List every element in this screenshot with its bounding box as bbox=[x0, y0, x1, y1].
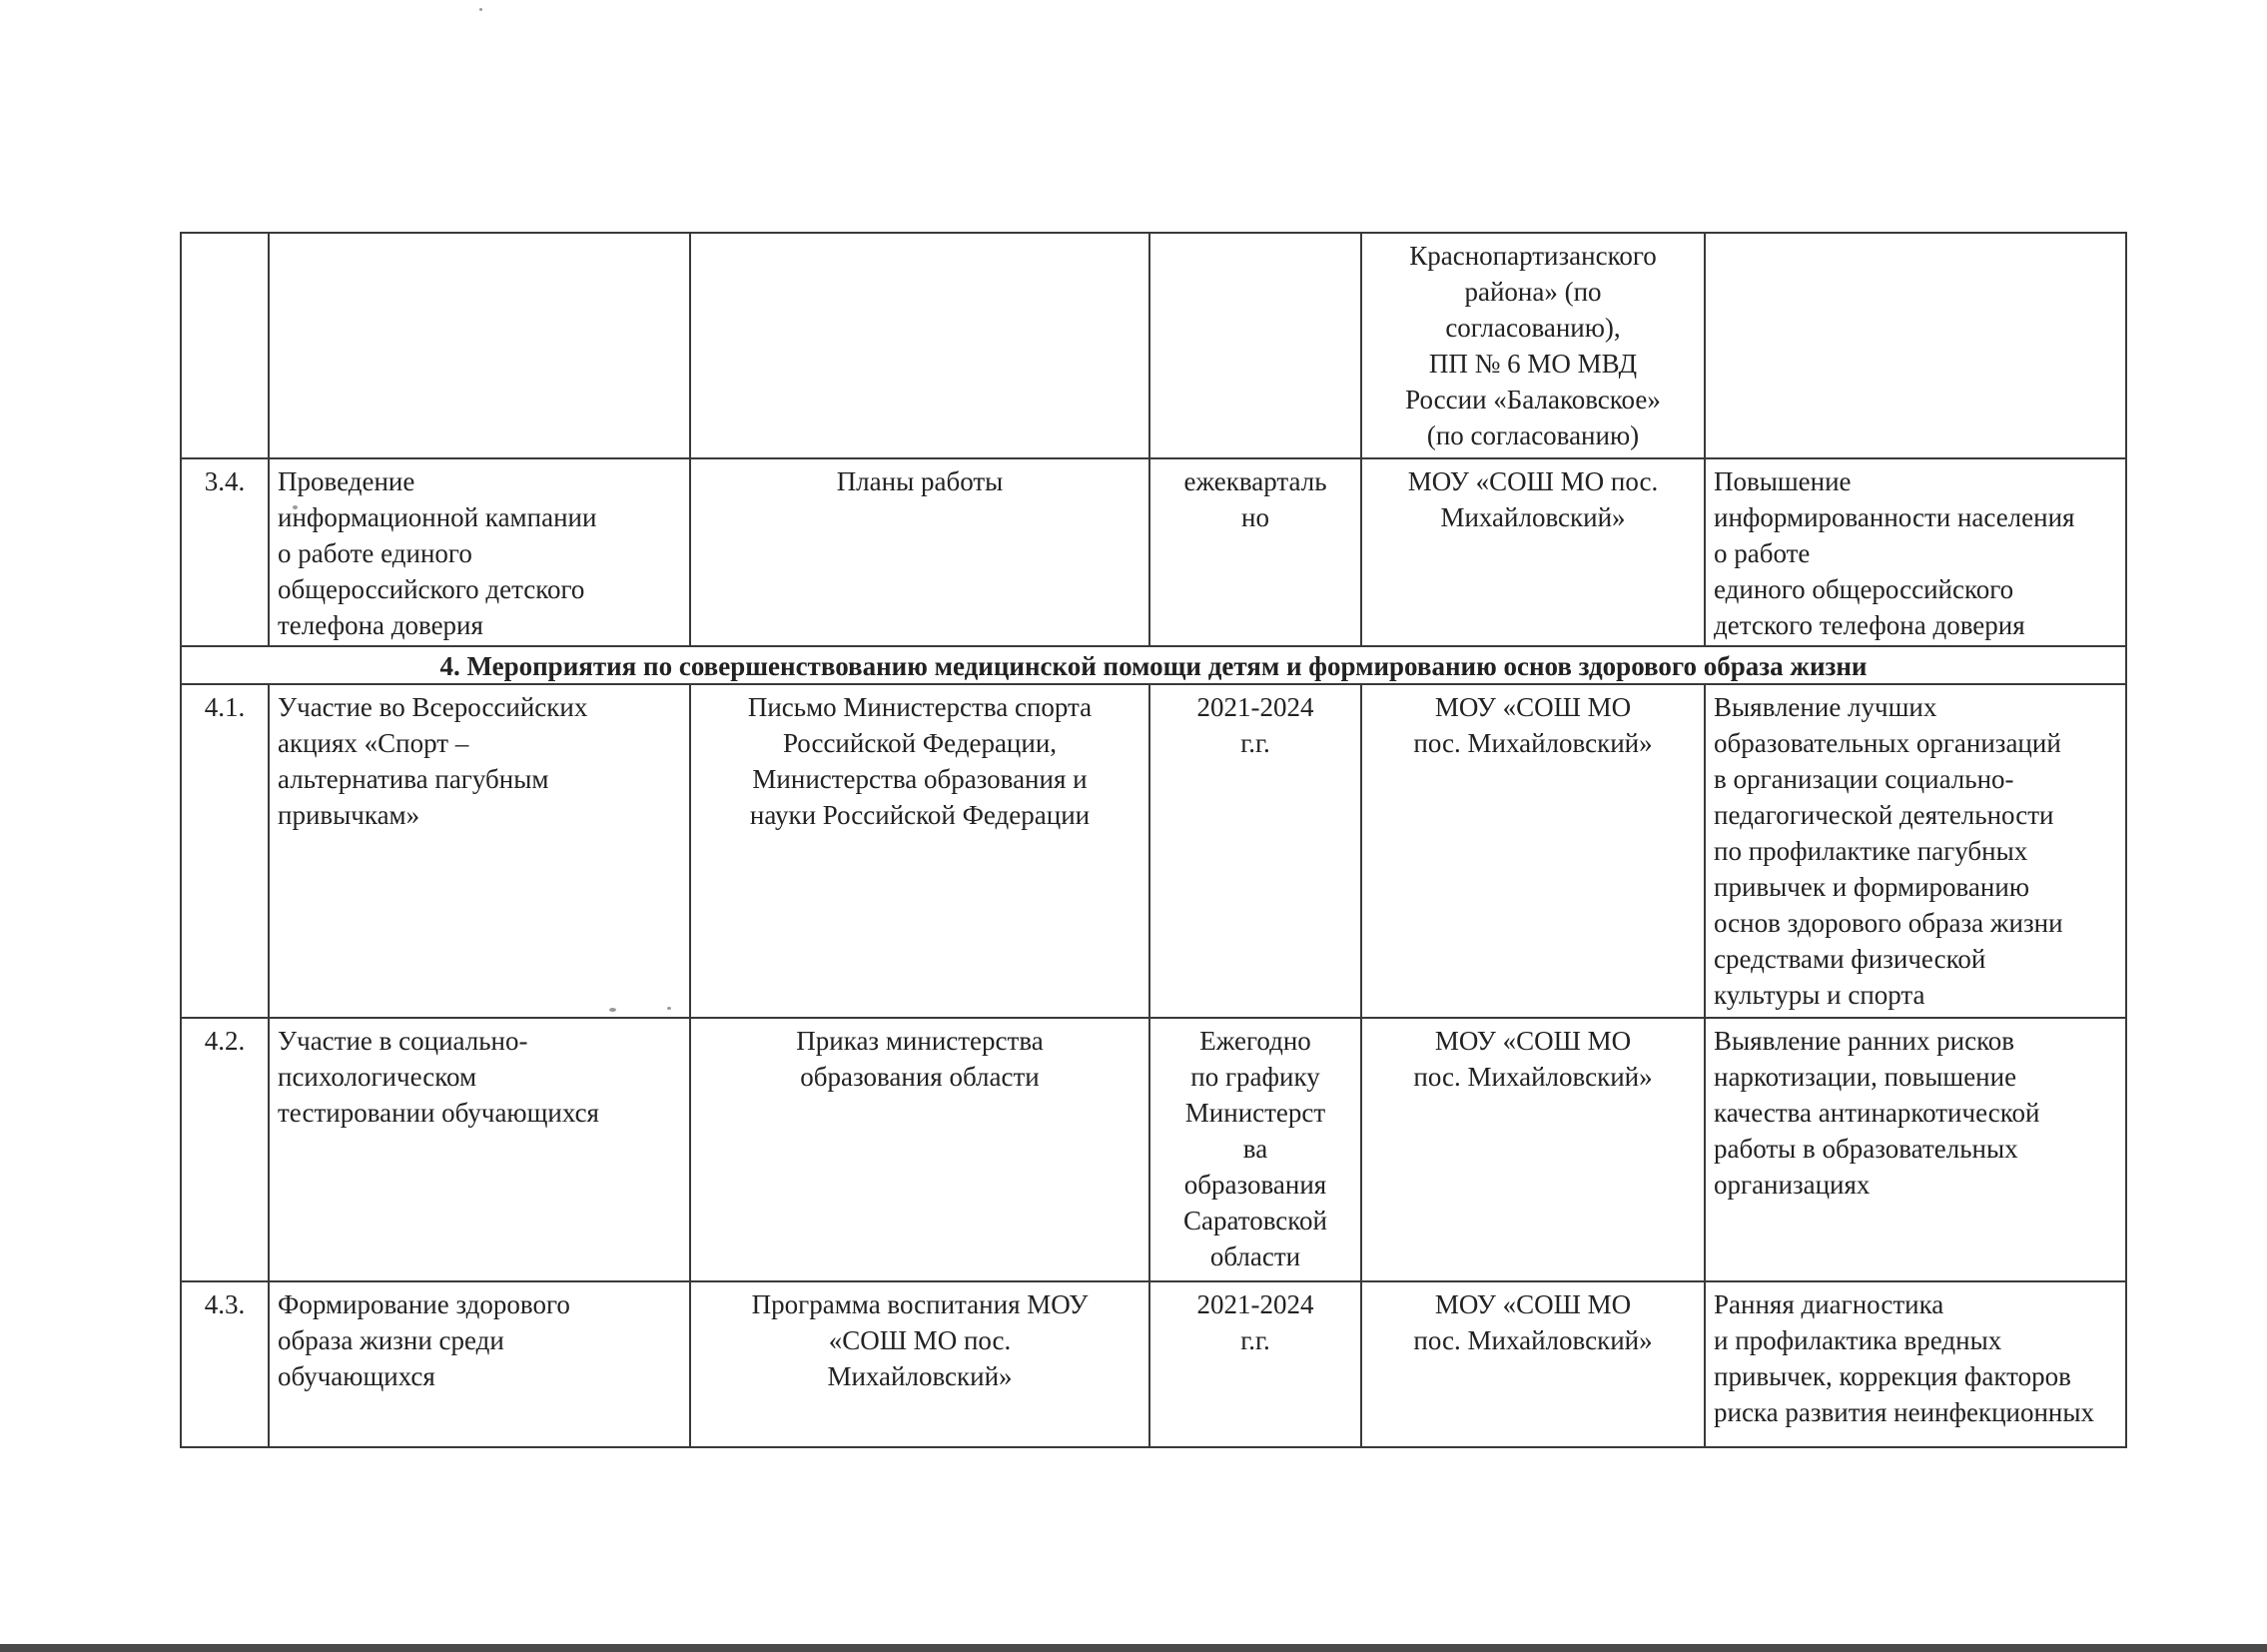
row-number: 4.2. bbox=[181, 1018, 269, 1281]
row-executor: МОУ «СОШ МО пос. Михайловский» bbox=[1361, 684, 1705, 1018]
section-title: 4. Мероприятия по совершенствованию медицинской помощи детям и формированию основ здорового образа жизни bbox=[181, 646, 2126, 684]
row-term: Ежегодно по графику Министерст ва образования Саратовской области bbox=[1149, 1018, 1361, 1281]
row-term: ежекварталь но bbox=[1149, 458, 1361, 646]
row-basis: Программа воспитания МОУ «СОШ МО пос. Михайловский» bbox=[690, 1281, 1149, 1447]
row-basis: Письмо Министерства спорта Российской Федерации, Министерства образования и науки Российской Федерации bbox=[690, 684, 1149, 1018]
row-number: 3.4. bbox=[181, 458, 269, 646]
scan-speck bbox=[479, 8, 482, 11]
row-result: Ранняя диагностика и профилактика вредных привычек, коррекция факторов риска развития неинфекционных bbox=[1705, 1281, 2126, 1447]
section-header-row bbox=[181, 646, 2126, 684]
row-executor: МОУ «СОШ МО пос. Михайловский» bbox=[1361, 1281, 1705, 1447]
row-term: 2021-2024 г.г. bbox=[1149, 684, 1361, 1018]
row-result bbox=[1705, 233, 2126, 458]
row-result: Выявление ранних рисков наркотизации, повышение качества антинаркотической работы в образовательных организациях bbox=[1705, 1018, 2126, 1281]
row-basis: Приказ министерства образования области bbox=[690, 1018, 1149, 1281]
table-row bbox=[181, 1281, 2126, 1447]
row-term bbox=[1149, 233, 1361, 458]
table-row bbox=[181, 684, 2126, 1018]
scan-bottom-edge bbox=[0, 1644, 2267, 1652]
row-event: Формирование здорового образа жизни среди обучающихся bbox=[269, 1281, 690, 1447]
events-table bbox=[180, 232, 2127, 1448]
row-number: 4.3. bbox=[181, 1281, 269, 1447]
row-executor: МОУ «СОШ МО пос. Михайловский» bbox=[1361, 1018, 1705, 1281]
row-executor: Краснопартизанского района» (по согласованию), ПП № 6 МО МВД России «Балаковское» (по согласованию) bbox=[1361, 233, 1705, 458]
row-result: Выявление лучших образовательных организаций в организации социально- педагогической деятельности по профилактике пагубных привычек и формированию основ здорового образа жизни средствами физической культуры и спорта bbox=[1705, 684, 2126, 1018]
row-result: Повышение информированности населения о работе единого общероссийского детского телефона доверия bbox=[1705, 458, 2126, 646]
row-term: 2021-2024 г.г. bbox=[1149, 1281, 1361, 1447]
row-event: Проведение информационной кампании о работе единого общероссийского детского телефона доверия bbox=[269, 458, 690, 646]
table-row bbox=[181, 233, 2126, 458]
row-event: Участие во Всероссийских акциях «Спорт – альтернатива пагубным привычкам» bbox=[269, 684, 690, 1018]
row-basis: Планы работы bbox=[690, 458, 1149, 646]
table-row bbox=[181, 1018, 2126, 1281]
table-row bbox=[181, 458, 2126, 646]
row-event bbox=[269, 233, 690, 458]
row-number bbox=[181, 233, 269, 458]
row-executor: МОУ «СОШ МО пос. Михайловский» bbox=[1361, 458, 1705, 646]
row-event: Участие в социально- психологическом тестировании обучающихся bbox=[269, 1018, 690, 1281]
row-basis bbox=[690, 233, 1149, 458]
row-number: 4.1. bbox=[181, 684, 269, 1018]
